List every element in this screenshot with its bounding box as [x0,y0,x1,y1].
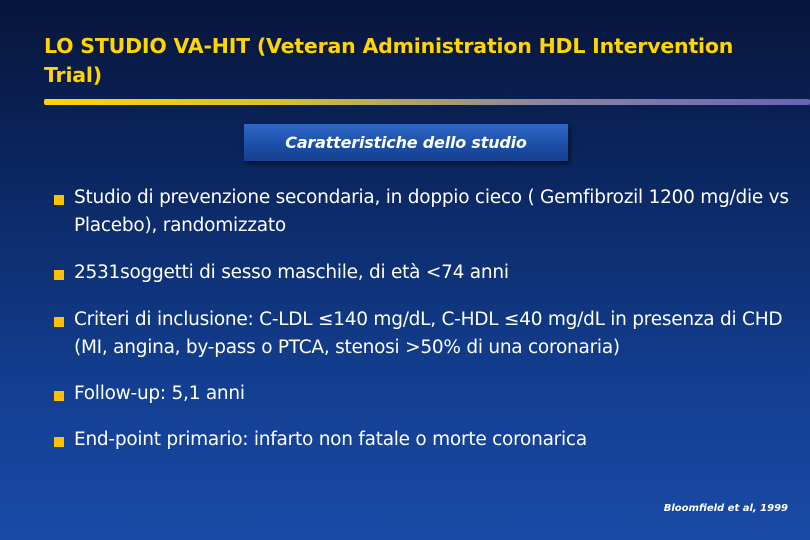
bullet-text: End-point primario: infarto non fatale o morte coronarica [74,429,587,450]
square-bullet-icon [54,270,64,280]
square-bullet-icon [54,317,64,327]
bullet-list [52,184,792,454]
square-bullet-icon [54,437,64,447]
bullet-text: 2531soggetti di sesso maschile, di età <74 anni [74,262,509,283]
citation: Bloomfield et al, 1999 [663,503,788,514]
bullet-item [52,380,792,408]
square-bullet-icon [54,195,64,205]
title-underline [44,99,810,105]
bullet-item [52,184,792,240]
bullet-item [52,259,792,287]
bullet-text: Follow-up: 5,1 anni [74,383,245,404]
bullet-text: Criteri di inclusione: C-LDL ≤140 mg/dL, C-HDL ≤40 mg/dL in presenza di CHD (MI, angina, by-pass o PTCA, stenosi >50% di una coronaria) [74,309,783,358]
square-bullet-icon [54,391,64,401]
bullet-item [52,426,792,454]
section-header-box [244,124,568,161]
bullet-text: Studio di prevenzione secondaria, in doppio cieco ( Gemfibrozil 1200 mg/die vs Placebo), randomizzato [74,187,789,236]
slide-title: LO STUDIO VA-HIT (Veteran Administration HDL Intervention Trial) [44,34,734,87]
section-header-label: Caratteristiche dello studio [285,133,527,152]
bullet-item [52,306,792,362]
